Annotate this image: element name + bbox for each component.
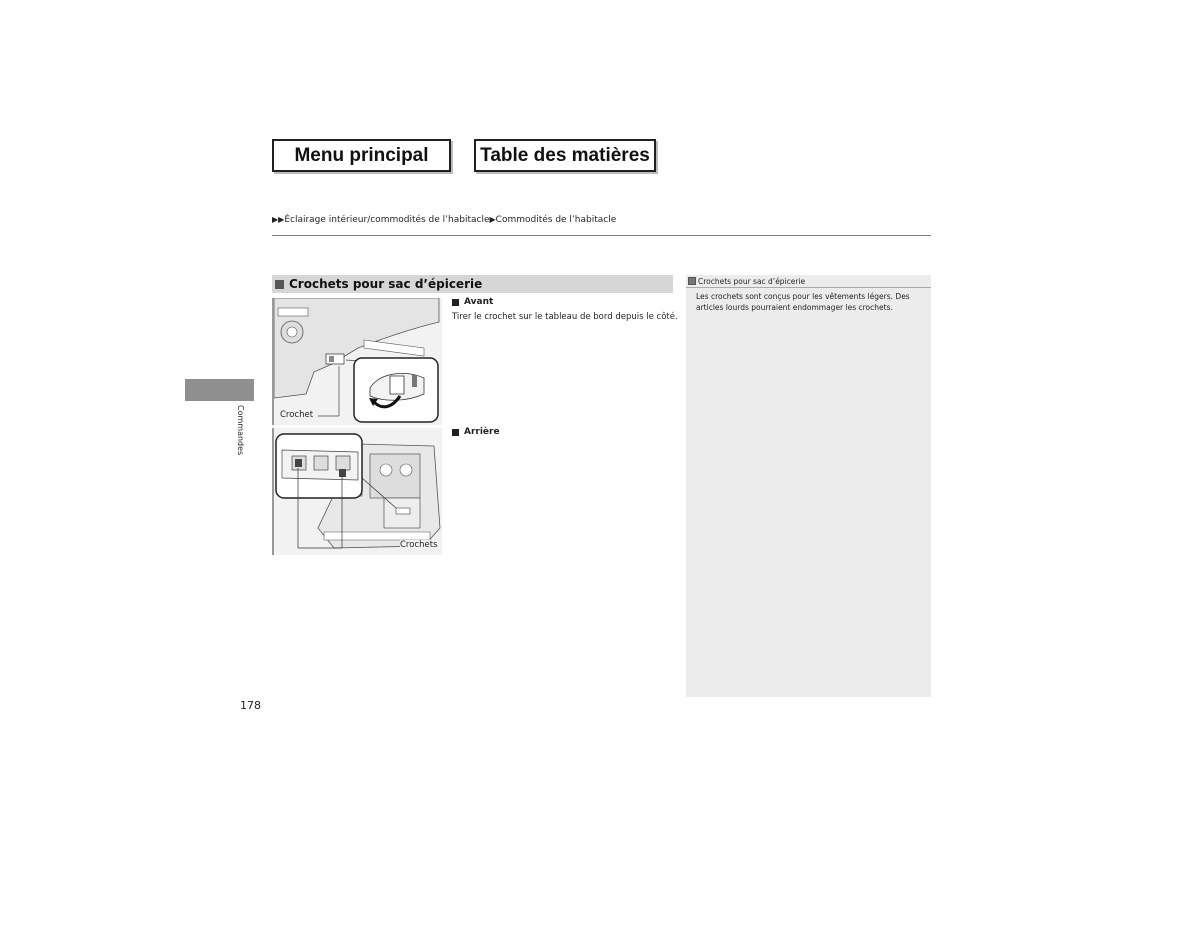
table-of-contents-button[interactable]: Table des matières (474, 139, 656, 172)
main-menu-button[interactable]: Menu principal (272, 139, 451, 172)
front-subheading-label: Avant (464, 297, 494, 307)
note-icon (688, 277, 696, 285)
rear-hook-illustration (272, 428, 442, 555)
page-number: 178 (240, 699, 261, 712)
front-instruction: Tirer le crochet sur le tableau de bord depuis le côté. (452, 312, 678, 322)
rear-subheading (452, 427, 500, 437)
side-note-title: Crochets pour sac d’épicerie (698, 276, 806, 286)
breadcrumb-arrow-icon: ▶▶ (272, 215, 285, 224)
breadcrumb-arrow-icon: ▶ (489, 215, 496, 224)
chapter-tab-label: Commandes (236, 405, 245, 456)
breadcrumb (272, 215, 616, 225)
front-callout-label: Crochet (280, 410, 314, 420)
front-subheading (452, 297, 493, 307)
section-title: Crochets pour sac d’épicerie (289, 277, 483, 291)
section-square-icon (275, 280, 284, 289)
section-heading (272, 275, 673, 293)
chapter-tab[interactable] (185, 379, 254, 401)
subheading-square-icon (452, 299, 459, 306)
front-hook-illustration (272, 298, 442, 425)
breadcrumb-current: Commodités de l’habitacle (495, 215, 617, 225)
side-note-panel (686, 275, 931, 697)
side-note-header (686, 275, 931, 288)
rear-callout-label: Crochets (400, 540, 438, 550)
header-divider (272, 235, 931, 236)
breadcrumb-link-lighting[interactable]: Éclairage intérieur/commodités de l’habitacle (284, 215, 490, 225)
rear-subheading-label: Arrière (464, 427, 500, 437)
side-note-text: Les crochets sont conçus pour les vêtements légers. Des articles lourds pourraient endommager les crochets. (696, 292, 910, 312)
subheading-square-icon (452, 429, 459, 436)
